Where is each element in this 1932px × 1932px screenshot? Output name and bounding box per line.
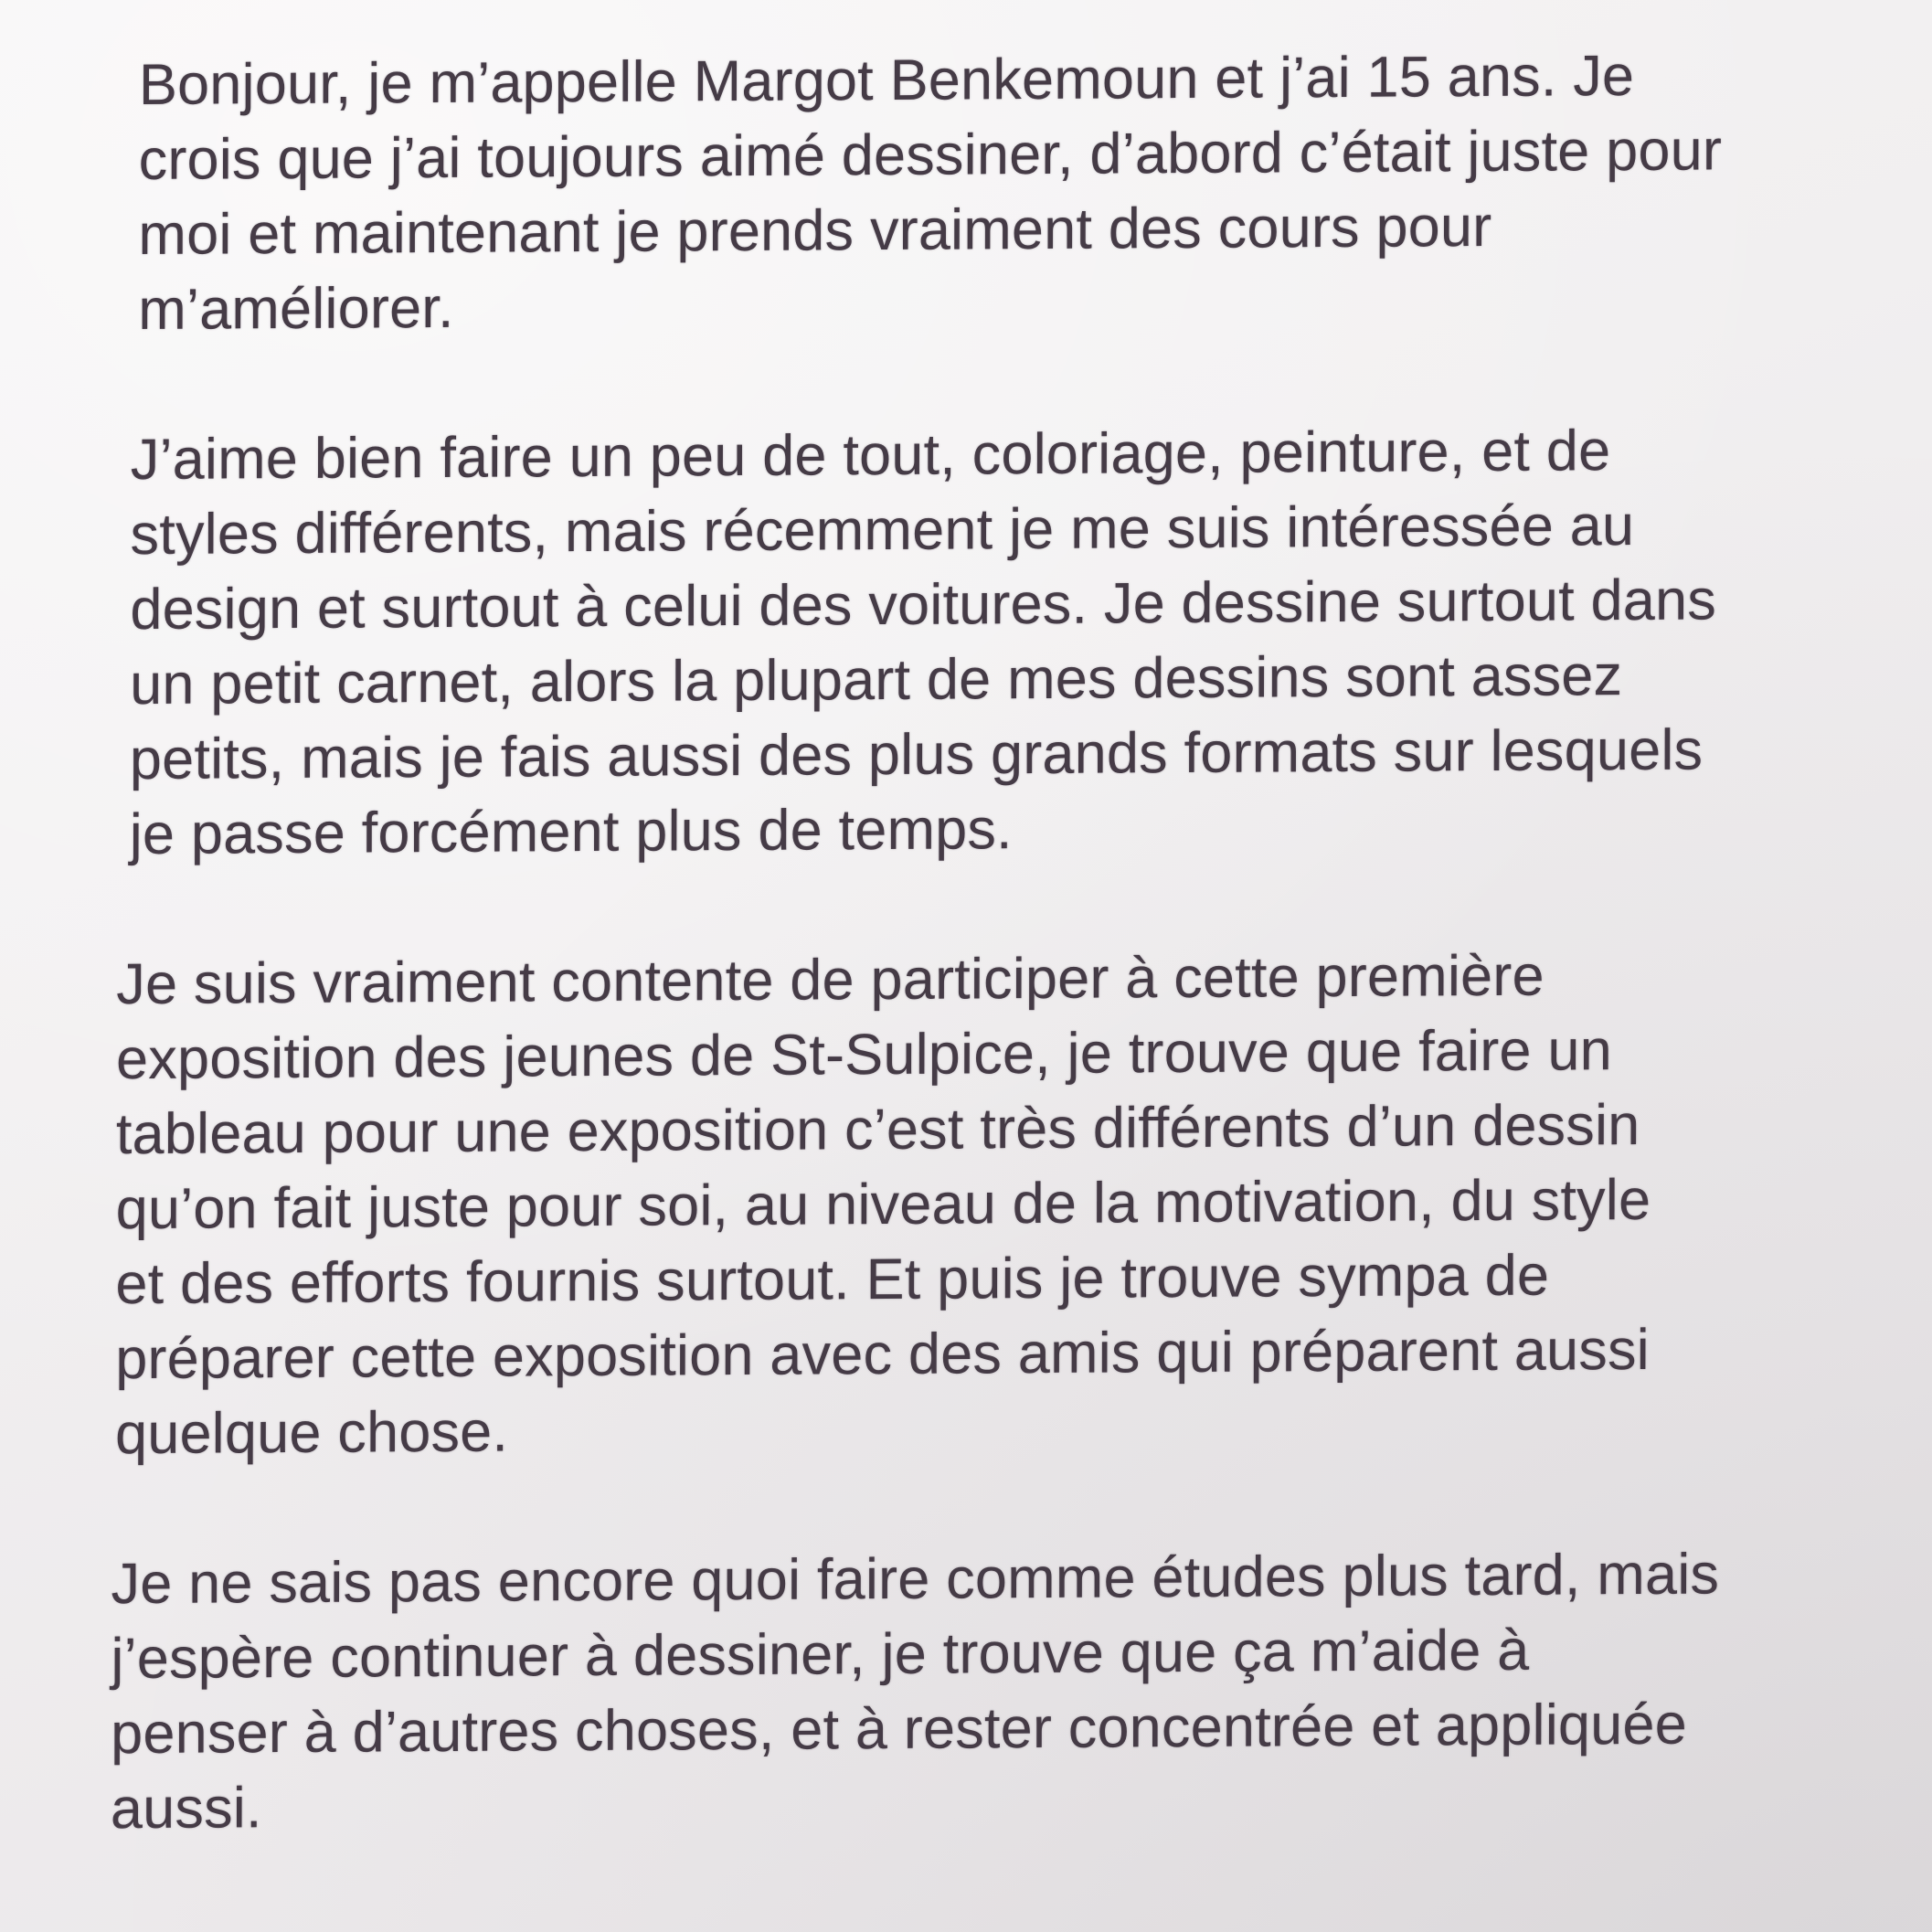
text-line: j’espère continuer à dessiner, je trouve que ça m’aide à <box>111 1618 1530 1692</box>
text-line: m’améliorer. <box>138 275 454 343</box>
text-line: exposition des jeunes de St-Sulpice, je trouve que faire un <box>116 1018 1612 1092</box>
text-line: qu’on fait juste pour soi, au niveau de la motivation, du style <box>115 1167 1651 1242</box>
text-line: petits, mais je fais aussi des plus grands formats sur lesquels <box>129 717 1704 792</box>
text-line: un petit carnet, alors la plupart de mes dessins sont assez <box>130 643 1623 717</box>
text-line: Bonjour, je m’appelle Margot Benkemoun et j’ai 15 ans. Je <box>138 44 1635 118</box>
text-line: crois que j’ai toujours aimé dessiner, d’abord c’était juste pour <box>138 118 1723 193</box>
paragraph <box>115 937 1809 1471</box>
paragraph <box>111 1536 1808 1846</box>
text-line: penser à d’autres choses, et à rester concentrée et appliquée <box>111 1692 1688 1767</box>
text-line: moi et maintenant je prends vraiment des cours pour <box>138 194 1492 268</box>
text-line: J’aime bien faire un peu de tout, coloriage, peinture, et de <box>130 419 1611 493</box>
document-text <box>110 37 1811 1846</box>
text-line: Je suis vraiment contente de participer à cette première <box>116 943 1545 1017</box>
text-line: Je ne sais pas encore quoi faire comme études plus tard, mais <box>111 1542 1720 1617</box>
text-line: aussi. <box>110 1776 262 1842</box>
text-line: préparer cette exposition avec des amis qui préparent aussi <box>115 1317 1651 1392</box>
text-line: et des efforts fournis surtout. Et puis je trouve sympa de <box>115 1243 1550 1317</box>
text-line: design et surtout à celui des voitures. Je dessine surtout dans <box>130 568 1717 642</box>
paragraph <box>138 37 1811 347</box>
text-line: quelque chose. <box>114 1399 509 1467</box>
text-line: je passe forcément plus de temps. <box>129 797 1013 867</box>
text-line: tableau pour une exposition c’est très différents d’un dessin <box>115 1092 1640 1167</box>
text-line: styles différents, mais récemment je me suis intéressée au <box>130 494 1635 568</box>
paragraph <box>130 412 1810 872</box>
